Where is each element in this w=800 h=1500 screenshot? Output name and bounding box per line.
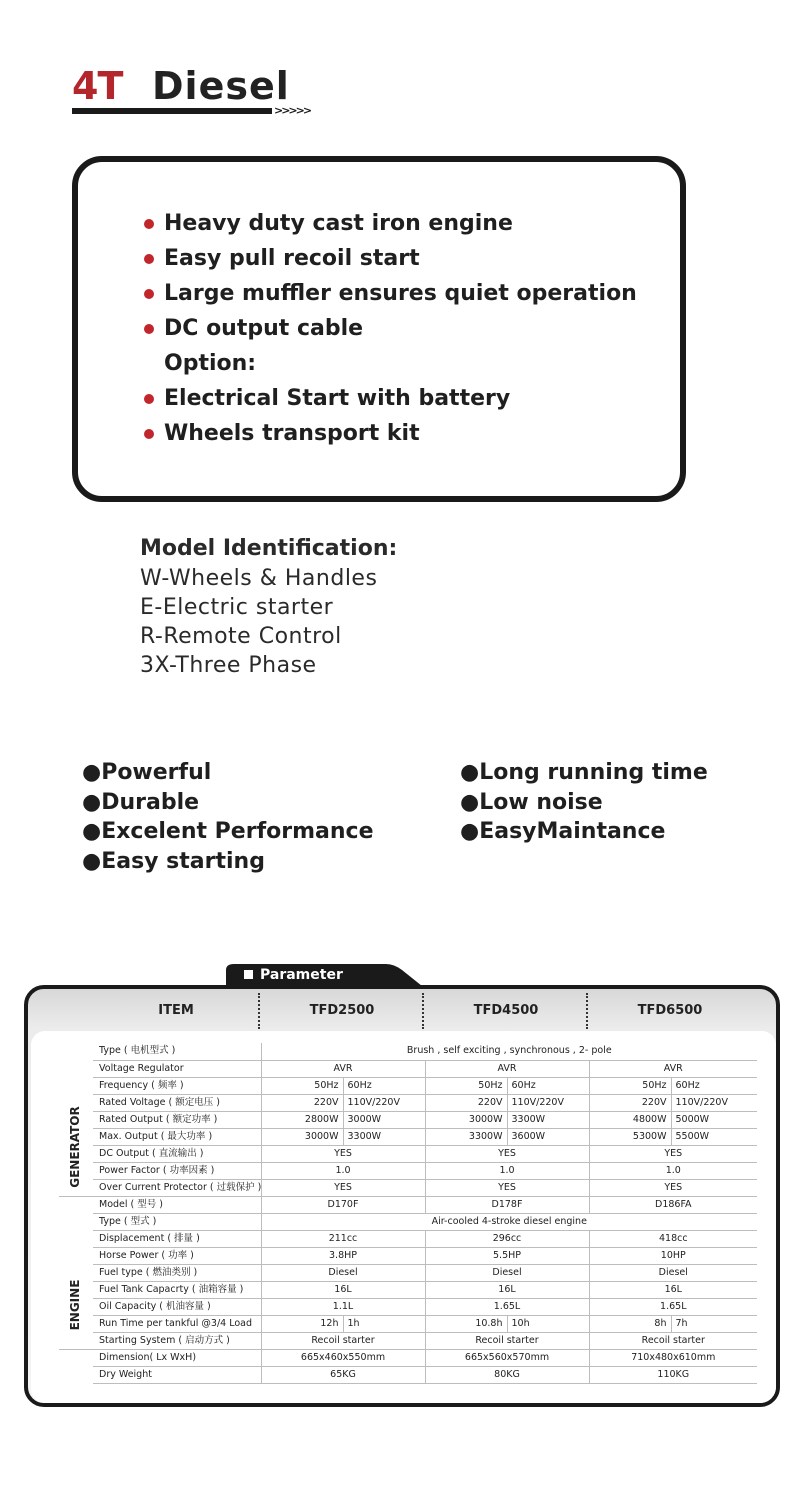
feature-text: DC output cable — [164, 316, 364, 341]
table-cell: Brush , self exciting , synchronous , 2- pole — [261, 1043, 757, 1060]
table-cell: Recoil starter — [261, 1332, 425, 1349]
table-cell: Diesel — [425, 1264, 589, 1281]
feature-item — [144, 206, 637, 241]
table-cell: 211cc — [261, 1230, 425, 1247]
table-cell: 110V/220V — [671, 1094, 757, 1111]
table-cell: 60Hz — [507, 1077, 589, 1094]
table-cell: 3300W — [425, 1128, 507, 1145]
table-cell: 16L — [589, 1281, 757, 1298]
table-cell: YES — [425, 1179, 589, 1196]
table-cell: Type ( 电机型式 ) — [93, 1043, 261, 1060]
table-cell: Recoil starter — [589, 1332, 757, 1349]
benefit-item: ●EasyMaintance — [460, 819, 666, 844]
table-row — [93, 1077, 757, 1094]
table-cell: 220V — [425, 1094, 507, 1111]
table-cell: 3.8HP — [261, 1247, 425, 1264]
table-cell: 3300W — [507, 1111, 589, 1128]
square-icon — [244, 970, 253, 979]
feature-text: Electrical Start with battery — [164, 386, 511, 411]
table-cell: 220V — [261, 1094, 343, 1111]
table-cell: Over Current Protector ( 过载保护 ) — [93, 1179, 261, 1196]
feature-item — [144, 241, 637, 276]
benefit-item: ●Excelent Performance — [82, 819, 374, 844]
bullet-dot-icon — [144, 219, 154, 229]
table-cell: 50Hz — [261, 1077, 343, 1094]
bullet-dot-icon — [144, 254, 154, 264]
table-cell: 80KG — [425, 1366, 589, 1383]
table-row — [93, 1332, 757, 1349]
table-cell: 1.1L — [261, 1298, 425, 1315]
group-label-engine: ENGINE — [68, 1279, 82, 1331]
table-cell: 7h — [671, 1315, 757, 1332]
table-row — [93, 1111, 757, 1128]
model-identification-title: Model Identification: — [140, 536, 398, 561]
feature-item — [144, 416, 637, 451]
feature-text: Large muffler ensures quiet operation — [164, 281, 637, 306]
table-cell: 1.65L — [425, 1298, 589, 1315]
table-cell: 16L — [425, 1281, 589, 1298]
table-row — [93, 1196, 757, 1213]
table-cell: Diesel — [261, 1264, 425, 1281]
table-cell: 16L — [261, 1281, 425, 1298]
table-cell: Power Factor ( 功率因素 ) — [93, 1162, 261, 1179]
feature-text: Heavy duty cast iron engine — [164, 211, 513, 236]
table-cell: Type ( 型式 ) — [93, 1213, 261, 1230]
table-cell: 3000W — [425, 1111, 507, 1128]
parameter-panel — [24, 985, 780, 1407]
header-model: TFD4500 — [473, 1003, 539, 1018]
table-row — [93, 1349, 757, 1366]
table-row — [93, 1213, 757, 1230]
header-model: TFD2500 — [309, 1003, 375, 1018]
table-row — [93, 1281, 757, 1298]
benefit-item: ●Long running time — [460, 760, 708, 785]
table-cell: AVR — [589, 1060, 757, 1077]
model-code-line: E-Electric starter — [140, 595, 334, 620]
benefits-right — [460, 758, 708, 847]
table-cell: Fuel type ( 燃油类别 ) — [93, 1264, 261, 1281]
table-cell: 110KG — [589, 1366, 757, 1383]
table-cell: YES — [425, 1145, 589, 1162]
table-cell: 4800W — [589, 1111, 671, 1128]
table-cell: YES — [589, 1179, 757, 1196]
benefit-item: ●Low noise — [460, 789, 603, 815]
table-row — [93, 1162, 757, 1179]
table-cell: Rated Output ( 额定功率 ) — [93, 1111, 261, 1128]
table-cell: Starting System ( 启动方式 ) — [93, 1332, 261, 1349]
feature-item — [144, 381, 637, 416]
table-row — [93, 1179, 757, 1196]
table-cell: 665x460x550mm — [261, 1349, 425, 1366]
parameter-body — [31, 1031, 776, 1403]
table-cell: 65KG — [261, 1366, 425, 1383]
table-cell: Frequency ( 频率 ) — [93, 1077, 261, 1094]
table-cell: 5500W — [671, 1128, 757, 1145]
model-code-line: 3X-Three Phase — [140, 653, 317, 678]
feature-item — [144, 276, 637, 311]
bullet-dot-icon — [144, 394, 154, 404]
table-row — [93, 1366, 757, 1383]
table-cell: Voltage Regulator — [93, 1060, 261, 1077]
feature-list — [144, 206, 637, 451]
table-cell: Dry Weight — [93, 1366, 261, 1383]
table-cell: AVR — [261, 1060, 425, 1077]
table-cell: 2800W — [261, 1111, 343, 1128]
table-cell: 3600W — [507, 1128, 589, 1145]
parameter-header-row — [28, 989, 776, 1035]
table-cell: 1h — [343, 1315, 425, 1332]
table-cell: D170F — [261, 1196, 425, 1213]
benefits-left — [82, 758, 374, 876]
table-cell: 10h — [507, 1315, 589, 1332]
table-row — [93, 1145, 757, 1162]
table-cell: AVR — [425, 1060, 589, 1077]
table-row — [93, 1230, 757, 1247]
table-cell: Horse Power ( 功率 ) — [93, 1247, 261, 1264]
header-item: ITEM — [158, 1003, 194, 1018]
brand-underline — [72, 108, 272, 114]
model-identification — [140, 534, 397, 680]
table-cell: 710x480x610mm — [589, 1349, 757, 1366]
table-row — [93, 1315, 757, 1332]
table-cell: 10.8h — [425, 1315, 507, 1332]
table-cell: 5.5HP — [425, 1247, 589, 1264]
table-cell: YES — [261, 1179, 425, 1196]
table-cell: D178F — [425, 1196, 589, 1213]
table-cell: 5000W — [671, 1111, 757, 1128]
table-cell: 12h — [261, 1315, 343, 1332]
table-cell: 8h — [589, 1315, 671, 1332]
table-cell: 220V — [589, 1094, 671, 1111]
table-cell: 665x560x570mm — [425, 1349, 589, 1366]
parameter-tab — [226, 962, 422, 988]
table-cell: Diesel — [589, 1264, 757, 1281]
table-cell: 10HP — [589, 1247, 757, 1264]
table-cell: 1.65L — [589, 1298, 757, 1315]
table-cell: DC Output ( 直流输出 ) — [93, 1145, 261, 1162]
brand-chevrons: >>>>> — [274, 104, 311, 117]
table-cell: 60Hz — [343, 1077, 425, 1094]
table-row — [93, 1298, 757, 1315]
table-cell: Displacement ( 排量 ) — [93, 1230, 261, 1247]
feature-text: Option: — [164, 351, 257, 376]
parameter-table — [93, 1043, 757, 1384]
table-cell: Oil Capacity ( 机油容量 ) — [93, 1298, 261, 1315]
feature-box — [72, 156, 686, 502]
benefit-item: ●Easy starting — [82, 848, 265, 874]
bullet-dot-icon — [144, 324, 154, 334]
table-row — [93, 1043, 757, 1060]
table-cell: YES — [589, 1145, 757, 1162]
table-cell: 418cc — [589, 1230, 757, 1247]
table-cell: Air-cooled 4-stroke diesel engine — [261, 1213, 757, 1230]
benefit-item: ●Durable — [82, 789, 200, 815]
table-cell: 296cc — [425, 1230, 589, 1247]
table-cell: 5300W — [589, 1128, 671, 1145]
table-cell: 110V/220V — [343, 1094, 425, 1111]
table-cell: 50Hz — [589, 1077, 671, 1094]
table-row — [93, 1128, 757, 1145]
table-cell: Run Time per tankful @3/4 Load — [93, 1315, 261, 1332]
table-cell: Recoil starter — [425, 1332, 589, 1349]
table-cell: Dimension( Lx WxH) — [93, 1349, 261, 1366]
table-cell: 50Hz — [425, 1077, 507, 1094]
bullet-dot-icon — [144, 429, 154, 439]
bullet-dot-icon — [144, 289, 154, 299]
brand-name: Diesel — [152, 64, 290, 108]
feature-text: Easy pull recoil start — [164, 246, 420, 271]
parameter-tab-text: Parameter — [260, 967, 343, 983]
table-cell: 3000W — [343, 1111, 425, 1128]
brand-prefix: 4T — [72, 64, 123, 108]
feature-item — [144, 311, 637, 346]
table-cell: Fuel Tank Capacrty ( 油箱容量 ) — [93, 1281, 261, 1298]
table-cell: 60Hz — [671, 1077, 757, 1094]
table-cell: Max. Output ( 最大功率 ) — [93, 1128, 261, 1145]
table-row — [93, 1094, 757, 1111]
feature-text: Wheels transport kit — [164, 421, 420, 446]
model-code-line: W-Wheels & Handles — [140, 566, 378, 591]
table-cell: 3300W — [343, 1128, 425, 1145]
table-row — [93, 1264, 757, 1281]
table-cell: 1.0 — [261, 1162, 425, 1179]
benefit-item: ●Powerful — [82, 760, 212, 785]
table-cell: Model ( 型号 ) — [93, 1196, 261, 1213]
table-row — [93, 1247, 757, 1264]
table-cell: 3000W — [261, 1128, 343, 1145]
table-cell: Rated Voltage ( 额定电压 ) — [93, 1094, 261, 1111]
table-cell: D186FA — [589, 1196, 757, 1213]
header-model: TFD6500 — [637, 1003, 703, 1018]
parameter-tab-label — [244, 965, 343, 985]
table-cell: 1.0 — [589, 1162, 757, 1179]
group-label-generator: GENERATOR — [68, 1106, 82, 1188]
table-row — [93, 1060, 757, 1077]
feature-item — [144, 346, 637, 381]
table-cell: YES — [261, 1145, 425, 1162]
table-cell: 1.0 — [425, 1162, 589, 1179]
table-cell: 110V/220V — [507, 1094, 589, 1111]
model-code-line: R-Remote Control — [140, 624, 342, 649]
